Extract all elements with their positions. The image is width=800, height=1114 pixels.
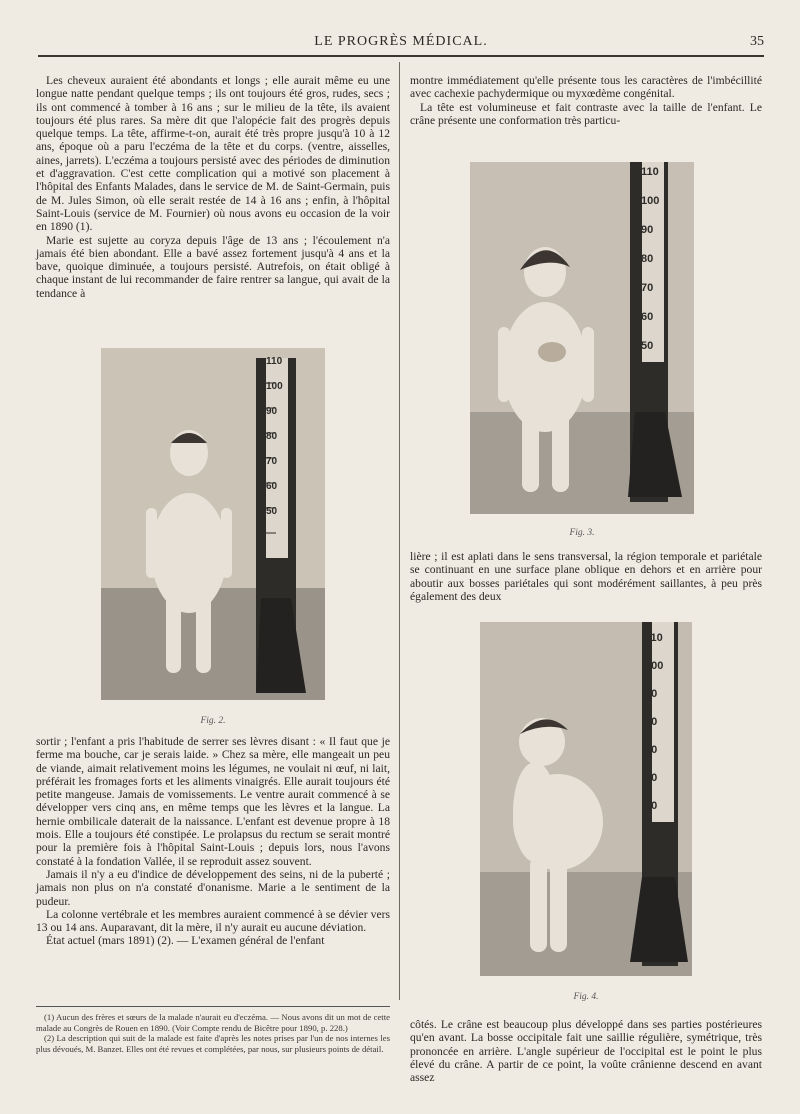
scale-label: 80 bbox=[645, 716, 658, 728]
running-header bbox=[38, 30, 764, 52]
scale-label: 70 bbox=[645, 744, 658, 756]
right-column-middle bbox=[410, 550, 762, 603]
paragraph: Les cheveux auraient été abondants et longs ; elle aurait même eu une longue natte pendant quelque temps ; ils ont toujours été gros, rudes, secs ; ils ont commencé à tomber à 16 ans ; sur le milieu de la tête, ils avaient toujours été plus rares. Sa mère dit que l'alopécie fait des progrès depuis quelque temps. La tête, affirme-t-on, aurait été très propre jusqu'à 10 à 12 ans, époque où a paru l'eczéma de la tête et du corps. (ventre, aisselles, aines, jarrets). L'eczéma a toujours persisté avec des périodes de diminution et d'aggravation. C'est cette complication qui a motivé son placement à l'hôpital des Enfants Malades, dans le service de M. de Saint-Germain, puis de M. Jules Simon, où elle serait restée de 14 à 16 ans ; enfin, à l'hôpital Saint-Louis (service de M. Fournier) où nous avons eu occasion de la voir en 1890 (1). bbox=[36, 74, 390, 234]
scale-label: 50 bbox=[641, 340, 654, 352]
scale-label: 90 bbox=[266, 406, 278, 417]
paragraph: La colonne vertébrale et les membres auraient commencé à se dévier vers 13 ou 14 ans. Auparavant, dit la mère, il n'y aurait eu aucune déviation. bbox=[36, 907, 390, 935]
footnote: (2) La description qui suit de la malade est faite d'après les notes prises par l'un de nos internes les plus dévoués, M. Banzet. Elles ont été revues et complétées, par nous, sur plusieurs points de détail. bbox=[36, 1033, 390, 1054]
scale-label: 50 bbox=[266, 506, 278, 517]
figure-3-caption: Fig. 3. bbox=[569, 528, 595, 538]
scale-label: 90 bbox=[645, 688, 658, 700]
paragraph: État actuel (mars 1891) (2). — L'examen général de l'enfant bbox=[46, 934, 325, 948]
paragraph: côtés. Le crâne est beaucoup plus développé dans ses parties postérieures qu'en avant. La bosse occipitale fait une saillie régulière, symétrique, très prononcée en arrière. L'angle supérieur de l'occipital est le point le plus élevé du crâne. A partir de ce point, la voûte crânienne descend en avant assez bbox=[410, 1018, 762, 1085]
scale-label: 60 bbox=[645, 772, 658, 784]
footnote-rule bbox=[36, 1006, 390, 1007]
scale-label: 70 bbox=[266, 456, 278, 467]
left-column-bottom bbox=[36, 735, 390, 948]
paragraph: sortir ; l'enfant a pris l'habitude de serrer ses lèvres disant : « Il faut que je ferme ma bouche, car je serais laide. » Chez sa mère, elle mangeait un peu de viande, aimait relativement moins les légumes, ne voulait ni œuf, ni lait, préférait les fromages forts et les aliments vinaigrés. Elle aurait toujours été petite mangeuse. Jamais de vomissements. Le ventre aurait commencé à se développer vers cinq ans, en même temps que les lèvres et la langue. La hernie ombilicale daterait de la naissance. L'enfant est devenue propre à 18 mois. Elle a toujours été constipée. Le prolapsus du rectum se serait montré pour la première fois à l'hôpital Saint-Louis ; depuis lors, nous l'avons constaté à la fondation Vallée, il se reproduit assez souvent. bbox=[36, 735, 390, 868]
scale-label: 100 bbox=[266, 381, 283, 392]
right-column-bottom bbox=[410, 1018, 762, 1084]
figure-3-scale bbox=[641, 166, 671, 369]
paragraph: La tête est volumineuse et fait contraste avec la taille de l'enfant. Le crâne présente une conformation très particu- bbox=[410, 100, 762, 127]
scale-label: 80 bbox=[266, 431, 278, 442]
scale-label: 70 bbox=[641, 282, 654, 294]
scale-label: 60 bbox=[266, 481, 278, 492]
paragraph: montre immédiatement qu'elle présente tous les caractères de l'imbécillité avec cachexie pachydermique ou myxœdème congénital. bbox=[410, 74, 762, 101]
scale-label: 100 bbox=[641, 195, 660, 207]
footnotes bbox=[36, 1012, 390, 1054]
figure-2-scale bbox=[266, 356, 296, 531]
paragraph: Jamais il n'y a eu d'indice de développement des seins, ni de la puberté ; jamais non plus on n'a constaté d'onanisme. Marie a le sentiment de la pudeur. bbox=[36, 867, 390, 908]
column-divider bbox=[399, 62, 400, 1000]
right-column-top bbox=[410, 74, 762, 127]
figure-4-caption: Fig. 4. bbox=[573, 992, 599, 1002]
paragraph: Marie est sujette au coryza depuis l'âge de 13 ans ; l'écoulement n'a jamais été bien abondant. Elle a bavé assez fortement jusqu'à 4 ans et la bave, quoique diminuée, a toujours persisté. Autrefois, on était obligé à chaque instant de lui recommander de faire rentrer sa langue, qui avait de la tendance à bbox=[36, 233, 390, 300]
scale-label: 100 bbox=[645, 660, 664, 672]
scale-label: 110 bbox=[641, 166, 659, 178]
figure-2-caption: Fig. 2. bbox=[200, 716, 226, 726]
paragraph: lière ; il est aplati dans le sens transversal, la région temporale et pariétale se continuant en une surface plane oblique en dehors et en arrière pour aboutir aux bosses pariétales qui sont modérément saillantes, à peu près également des deux bbox=[410, 550, 762, 603]
scale-label: 90 bbox=[641, 224, 654, 236]
journal-title: LE PROGRÈS MÉDICAL. bbox=[314, 34, 488, 49]
figure-4-scale bbox=[645, 632, 675, 828]
scale-label: 50 bbox=[645, 800, 658, 812]
scale-label: 110 bbox=[266, 356, 283, 367]
left-column-top bbox=[36, 74, 390, 300]
scale-label: 110 bbox=[645, 632, 663, 644]
page-number: 35 bbox=[750, 34, 764, 49]
scale-label: 60 bbox=[641, 311, 654, 323]
footnote: (1) Aucun des frères et sœurs de la malade n'aurait eu d'eczéma. — Nous avons dit un mot de cette malade au Congrès de Rouen en 1890. (Voir Compte rendu de Bicêtre pour 1890, p. 228.) bbox=[36, 1012, 390, 1033]
header-rule bbox=[38, 55, 764, 57]
scale-label: 80 bbox=[641, 253, 654, 265]
